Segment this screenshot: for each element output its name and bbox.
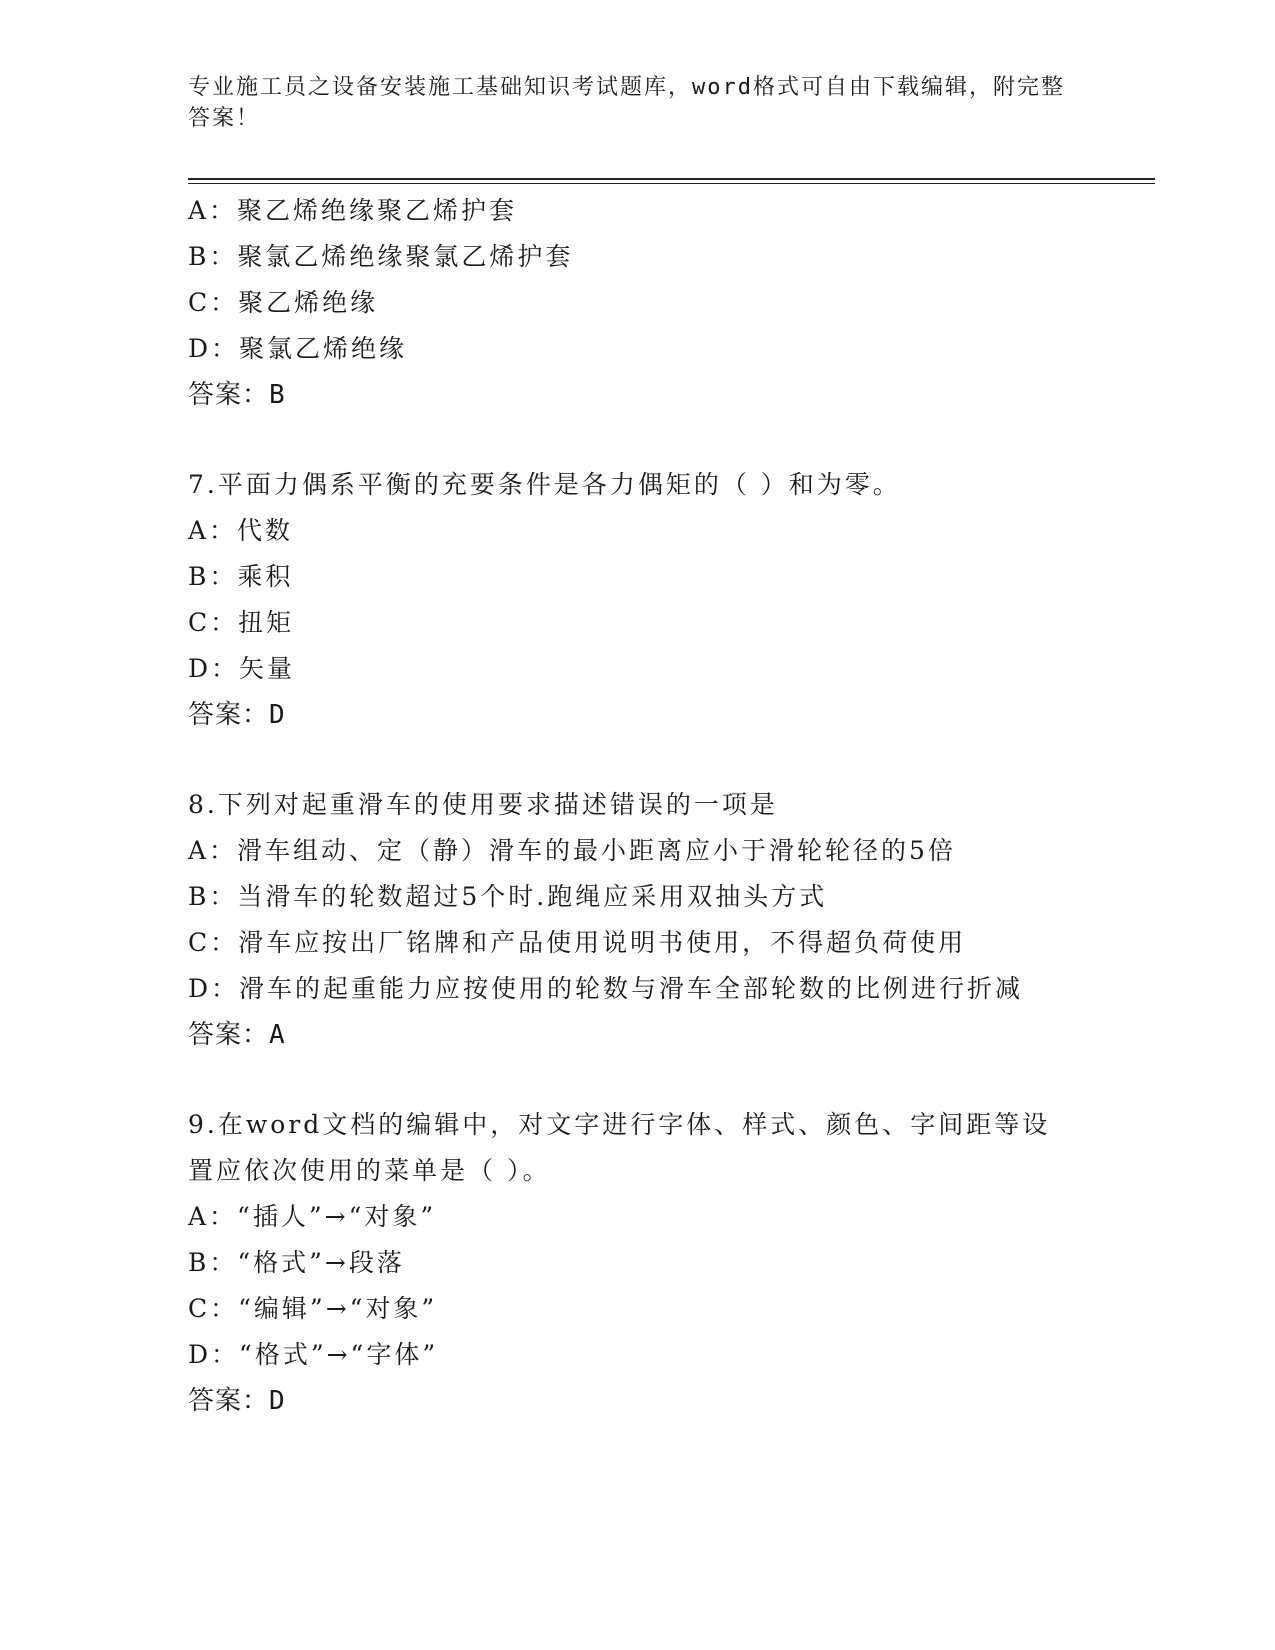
question-8-option-a: A：滑车组动、定（静）滑车的最小距离应小于滑轮轮径的5倍 [188,836,956,865]
document-header: 专业施工员之设备安装施工基础知识考试题库，word格式可自由下载编辑，附完整答案！ [188,75,1065,131]
question-6-option-a: A：聚乙烯绝缘聚乙烯护套 [188,196,518,225]
question-8-option-c: C：滑车应按出厂铭牌和产品使用说明书使用，不得超负荷使用 [188,928,967,957]
question-9-option-d: D：“格式”→“字体” [188,1340,439,1369]
question-9-option-c: C：“编辑”→“对象” [188,1294,438,1323]
header-divider-thick [188,178,1155,180]
question-6-option-d: D：聚氯乙烯绝缘 [188,334,408,363]
question-7-text: 7.平面力偶系平衡的充要条件是各力偶矩的（ ）和为零。 [188,470,901,499]
question-7-option-a: A：代数 [188,516,294,545]
question-8-text: 8.下列对起重滑车的使用要求描述错误的一项是 [188,790,778,819]
question-6-option-c: C：聚乙烯绝缘 [188,288,379,317]
document-content [188,188,1088,1424]
question-7-option-c: C：扭矩 [188,608,295,637]
question-6-answer: 答案：B [188,380,286,410]
question-7-option-b: B：乘积 [188,562,294,591]
question-9-option-b: B：“格式”→段落 [188,1248,405,1277]
question-9-text: 9.在word文档的编辑中，对文字进行字体、样式、颜色、字间距等设置应依次使用的菜单是（ ）。 [188,1110,1051,1185]
question-8-block [188,782,1088,1058]
question-7-option-d: D：矢量 [188,654,296,683]
question-8-answer: 答案：A [188,1020,286,1050]
question-9-block [188,1102,1088,1424]
header-divider-thin [188,183,1155,184]
question-9-option-a: A：“插人”→“对象” [188,1202,437,1231]
question-8-option-b: B：当滑车的轮数超过5个时.跑绳应采用双抽头方式 [188,882,828,911]
question-6-option-b: B：聚氯乙烯绝缘聚氯乙烯护套 [188,242,574,271]
question-7-answer: 答案：D [188,700,286,730]
question-8-option-d: D：滑车的起重能力应按使用的轮数与滑车全部轮数的比例进行折减 [188,974,1024,1003]
question-7-block [188,462,1088,738]
question-9-answer: 答案：D [188,1386,286,1416]
question-6-block [188,188,1088,418]
